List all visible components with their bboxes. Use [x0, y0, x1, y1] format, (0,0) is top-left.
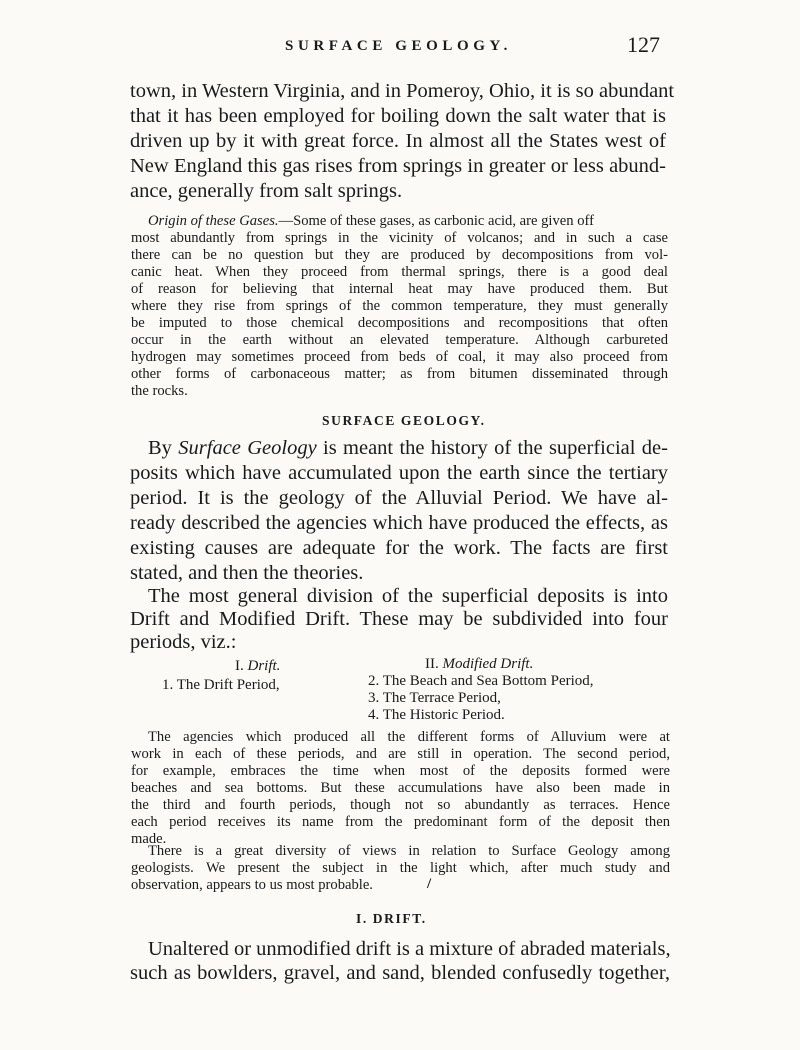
text-line: ance, generally from salt springs. [130, 180, 403, 202]
text-line: The most general division of the superficial deposits is into [148, 585, 668, 607]
text-line: geologists. We present the subject in the light which, after much study and [131, 860, 670, 876]
text-line: town, in Western Virginia, and in Pomeroy, Ohio, it is so abundant [130, 80, 675, 102]
text-line: be imputed to those chemical decompositions and recompositions that often [131, 315, 668, 331]
page-number: 127 [627, 32, 660, 57]
text-line: beaches and sea bottoms. But these accumulations have also been made in [131, 780, 670, 796]
modified-numeral: II. [425, 656, 439, 672]
text-line: observation, appears to us most probable. [131, 877, 373, 893]
text-line: New England this gas rises from springs in greater or less abund- [130, 155, 666, 177]
period-item: 1. The Drift Period, [162, 677, 280, 693]
drift-label: Drift. [247, 658, 281, 674]
text-line: There is a great diversity of views in relation to Surface Geology among [148, 843, 670, 859]
text-line: other forms of carbonaceous matter; as from bitumen disseminated through [131, 366, 668, 382]
text-line: hydrogen may sometimes proceed from beds of coal, it may also proceed from [131, 349, 668, 365]
text-line: the third and fourth periods, though not so abundantly as terraces. Hence [131, 797, 670, 813]
text-line: canic heat. When they proceed from thermal springs, there is a good deal [131, 264, 668, 280]
text-line: period. It is the geology of the Alluvial Period. We have al- [130, 487, 668, 509]
defined-term: Surface Geology [178, 437, 317, 459]
period-item: 2. The Beach and Sea Bottom Period, [368, 673, 594, 689]
text-line: existing causes are adequate for the work. The facts are first [130, 537, 668, 559]
text-line: ready described the agencies which have produced the effects, as [130, 512, 668, 534]
text-line: Drift and Modified Drift. These may be subdivided into four [130, 608, 668, 630]
ink-mark: / [427, 876, 432, 892]
period-item: 3. The Terrace Period, [368, 690, 501, 706]
running-head [0, 30, 800, 60]
text-line [148, 437, 668, 460]
text-line: posits which have accumulated upon the earth since the tertiary [130, 462, 668, 484]
text-line: stated, and then the theories. [130, 562, 364, 584]
text-line: where they rise from springs of the common temperature, they must generally [131, 298, 668, 314]
text-line: Unaltered or unmodified drift is a mixture of abraded materials, [148, 938, 671, 960]
text-line: that it has been employed for boiling down the salt water that is [130, 105, 666, 127]
section-heading: SURFACE GEOLOGY. [322, 413, 486, 428]
text-line [148, 213, 668, 230]
modified-drift-column-heading [425, 656, 533, 673]
text-line: occur in the earth without an elevated temperature. Although carbureted [131, 332, 668, 348]
running-title: SURFACE GEOLOGY. [285, 38, 512, 54]
text-line: made. [131, 831, 167, 847]
text-line: the rocks. [131, 383, 188, 399]
text-run: is meant the history of the superficial de- [316, 437, 668, 459]
text-run: By [148, 437, 179, 459]
text-line: work in each of these periods, and are still in operation. The second period, [131, 746, 670, 762]
text-line: The agencies which produced all the different forms of Alluvium were at [148, 729, 670, 745]
note-text: —Some of these gases, as carbonic acid, are given off [278, 213, 594, 229]
text-line: such as bowlders, gravel, and sand, blended confusedly together, [130, 962, 670, 984]
text-line: there can be no question but they are produced by decompositions from vol- [131, 247, 668, 263]
text-line: driven up by it with great force. In almost all the States west of [130, 130, 666, 152]
text-line: each period receives its name from the predominant form of the deposit then [131, 814, 670, 830]
text-line: periods, viz.: [130, 631, 237, 653]
drift-column-heading [235, 658, 280, 675]
drift-numeral: I. [235, 658, 244, 674]
note-lead: Origin of these Gases. [148, 213, 279, 229]
text-line: for example, embraces the time when most of the deposits formed were [131, 763, 670, 779]
text-line: of reason for believing that internal heat may have produced them. But [131, 281, 668, 297]
drift-heading: I. DRIFT. [356, 911, 427, 926]
modified-label: Modified Drift. [442, 656, 534, 672]
text-line: most abundantly from springs in the vicinity of volcanos; and in such a case [131, 230, 668, 246]
period-item: 4. The Historic Period. [368, 707, 505, 723]
